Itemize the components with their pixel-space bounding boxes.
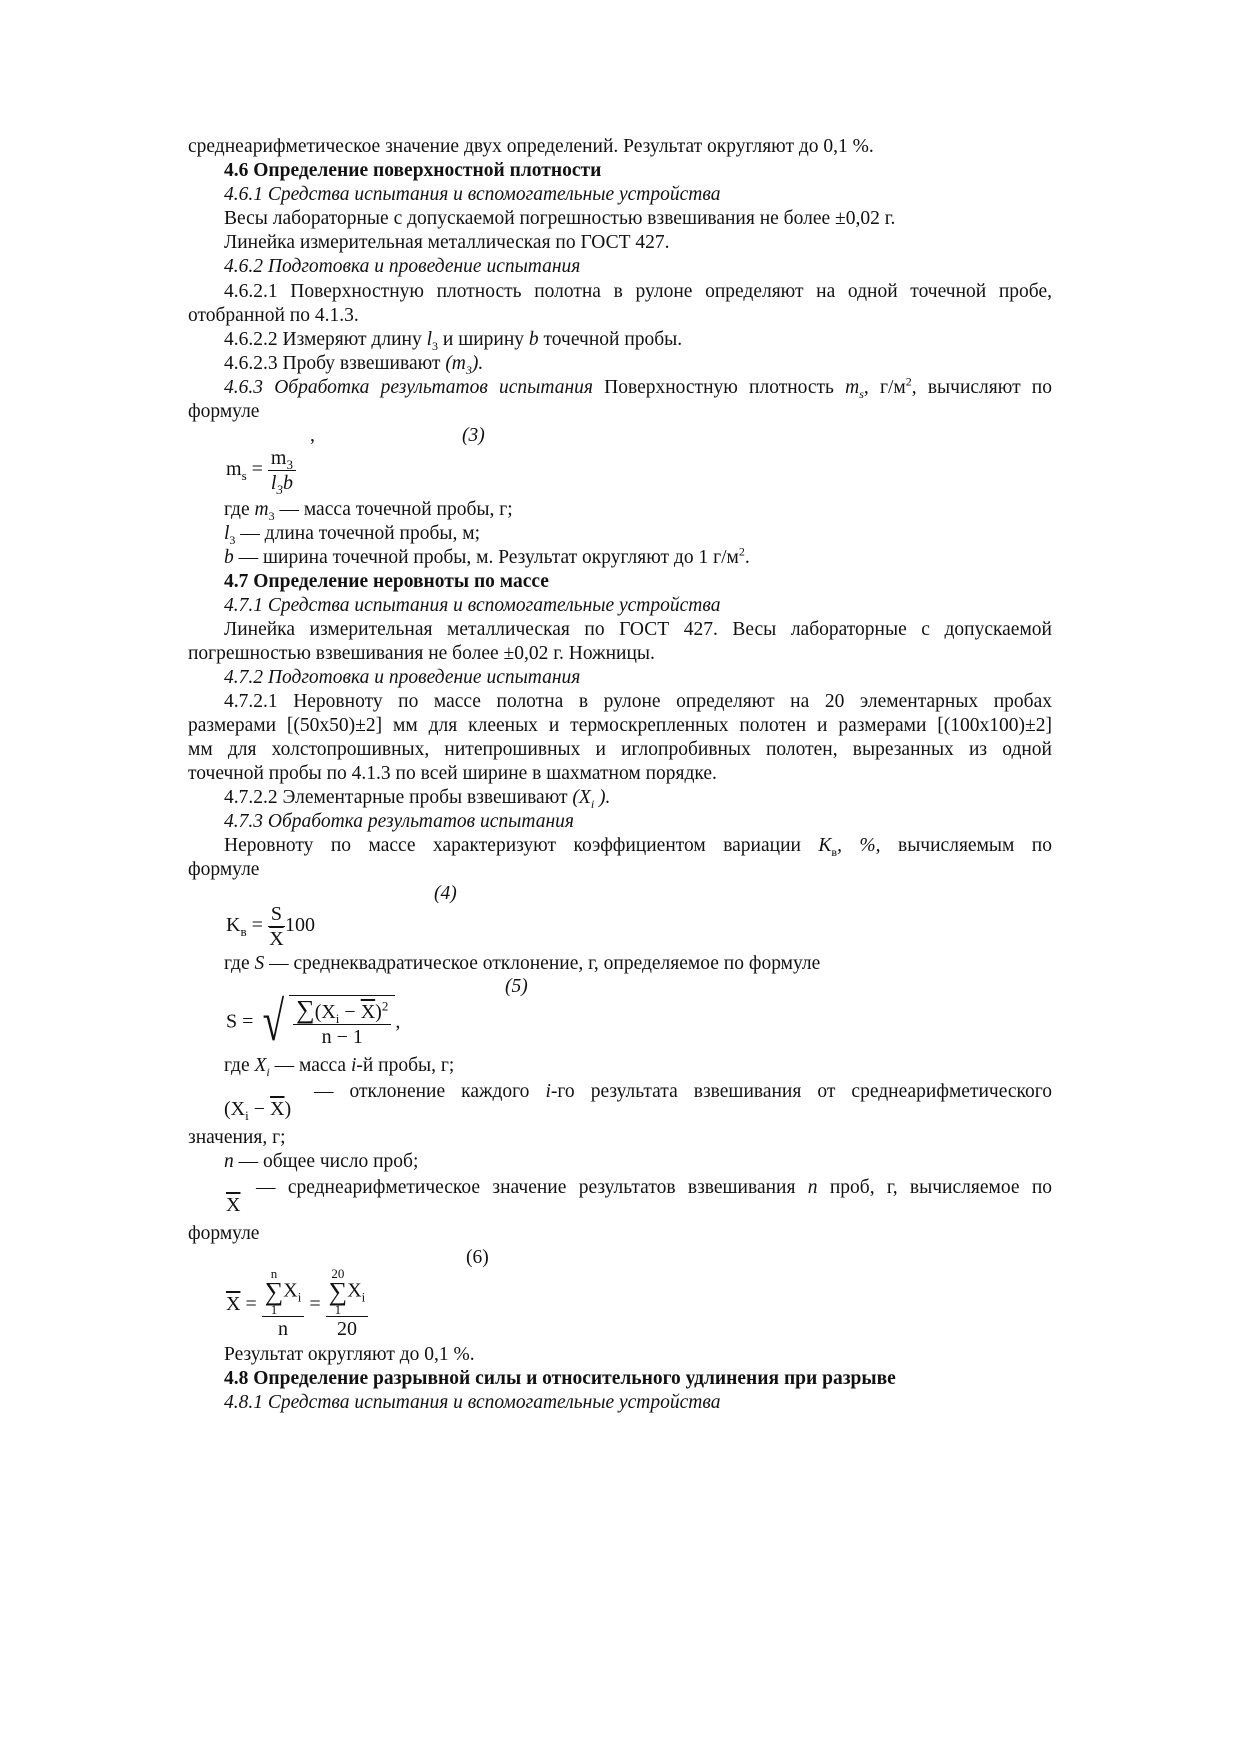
text-line: Неровноту по массе характеризуют коэффициентом вариации $K_в$, %, вычисляемым по bbox=[224, 835, 1052, 859]
formula-3: $m_s$ = $\frac{m_3}{l_3b}$ bbox=[226, 446, 296, 495]
formula-6: $\overline{X}$ = n ∑ 1 $X_i$ n = 20 ∑ 1 $X_i$ 20 bbox=[226, 1268, 368, 1341]
subsection-heading: 4.8.1 Средства испытания и вспомогательные устройства bbox=[224, 1392, 721, 1413]
text-line: Весы лабораторные с допускаемой погрешностью взвешивания не более ±0,02 г. bbox=[224, 208, 896, 229]
subsection-heading: 4.7.1 Средства испытания и вспомогательные устройства bbox=[224, 595, 721, 616]
section-heading-4-6: 4.6 Определение поверхностной плотности bbox=[224, 160, 602, 181]
fraction: n ∑ 1 $X_i$ n bbox=[262, 1268, 305, 1341]
subsection-heading: 4.6.1 Средства испытания и вспомогательные устройства bbox=[224, 184, 721, 205]
text-line: формуле bbox=[188, 401, 260, 422]
section-heading-4-8: 4.8 Определение разрывной силы и относительного удлинения при разрыве bbox=[224, 1368, 896, 1389]
text-line: где $m_3$ — масса точечной пробы, г; bbox=[224, 499, 513, 523]
text-line: 4.6.2.1 Поверхностную плотность полотна в рулоне определяют на одной точечной пробе, bbox=[224, 281, 1052, 302]
text-line: 4.7.2.2 Элементарные пробы взвешивают ($X_i$ ). bbox=[224, 787, 611, 811]
text-line: 4.6.2.2 Измеряют длину $l_3$ и ширину b точечной пробы. bbox=[224, 329, 683, 353]
text-line: b — ширина точечной пробы, м. Результат округляют до 1 $г/м^2$. bbox=[224, 544, 750, 568]
text-line: среднеарифметическое значение двух определений. Результат округляют до 0,1 %. bbox=[188, 136, 874, 157]
formula-number-5: (5) bbox=[505, 976, 528, 997]
formula-number-6: (6) bbox=[466, 1247, 489, 1268]
text-line: формуле bbox=[188, 859, 260, 880]
text-line: 4.7.2.1 Неровноту по массе полотна в рулоне определяют на 20 элементарных пробах bbox=[224, 691, 1052, 712]
text-line: мм для холстопрошивных, нитепрошивных и иглопробивных полотен, вырезанных из одной bbox=[188, 739, 1052, 760]
text-line: формуле bbox=[188, 1223, 260, 1244]
text-line: размерами [(50х50)±2] мм для клееных и термоскрепленных полотен и размерами [(100х100)±2] bbox=[188, 715, 1052, 736]
formula-5: S = √ $\frac{\sum(X_i - \overline{X})^2}{n - 1}$ , bbox=[226, 991, 401, 1053]
text-line: Линейка измерительная металлическая по ГОСТ 427. bbox=[224, 232, 670, 253]
section-heading-4-7: 4.7 Определение неровноты по массе bbox=[224, 571, 549, 592]
radical-sign: √ bbox=[263, 991, 285, 1053]
text-line: Результат округляют до 0,1 %. bbox=[224, 1344, 475, 1365]
fraction: 20 ∑ 1 $X_i$ 20 bbox=[326, 1268, 369, 1341]
fraction: $\frac{S}{X}$ bbox=[269, 903, 284, 950]
text-line: значения, г; bbox=[188, 1127, 286, 1148]
formula-number-4: (4) bbox=[434, 883, 457, 904]
text-line: где S — среднеквадратическое отклонение, г, определяемое по формуле bbox=[224, 953, 821, 974]
text-line: Линейка измерительная металлическая по ГОСТ 427. Весы лабораторные с допускаемой bbox=[224, 619, 1052, 640]
formula-comma: , bbox=[310, 425, 315, 446]
text-line: $l_3$ — длина точечной пробы, м; bbox=[224, 523, 480, 547]
text-line: 4.6.3 Обработка результатов испытания Поверхностную плотность $m_s$, $г/м^2$, вычисляют по bbox=[224, 374, 1052, 401]
formula-4: $K_в$ = $\frac{S}{X}$ 100 bbox=[226, 903, 315, 950]
text-line: — среднеарифметическое значение результатов взвешивания n проб, г, вычисляемое по bbox=[256, 1177, 1053, 1198]
fraction: $\frac{m_3}{l_3b}$ bbox=[268, 446, 296, 495]
formula-number-3: (3) bbox=[462, 425, 485, 446]
text-line: отобранной по 4.1.3. bbox=[188, 305, 359, 326]
text-line: 4.6.2.3 Пробу взвешивают $(m_3)$. bbox=[224, 353, 484, 377]
text-line: погрешностью взвешивания не более ±0,02 г. Ножницы. bbox=[188, 643, 655, 664]
subsection-heading: 4.6.2 Подготовка и проведение испытания bbox=[224, 256, 581, 277]
subsection-heading: 4.7.3 Обработка результатов испытания bbox=[224, 811, 574, 832]
radicand: $\frac{\sum(X_i - \overline{X})^2}{n - 1}$ bbox=[289, 995, 395, 1049]
mean-symbol: $\overline{X}$ bbox=[226, 1194, 241, 1216]
text-line: — отклонение каждого i-го результата взвешивания от среднеарифметического bbox=[314, 1081, 1053, 1102]
deviation-term: $(X_i - \overline{X})$ bbox=[224, 1098, 292, 1123]
text-line: где $X_i$ — масса i-й пробы, г; bbox=[224, 1055, 455, 1079]
text-line: n — общее число проб; bbox=[224, 1151, 419, 1172]
subsection-heading: 4.7.2 Подготовка и проведение испытания bbox=[224, 667, 581, 688]
text-line: точечной пробы по 4.1.3 по всей ширине в шахматном порядке. bbox=[188, 763, 717, 784]
